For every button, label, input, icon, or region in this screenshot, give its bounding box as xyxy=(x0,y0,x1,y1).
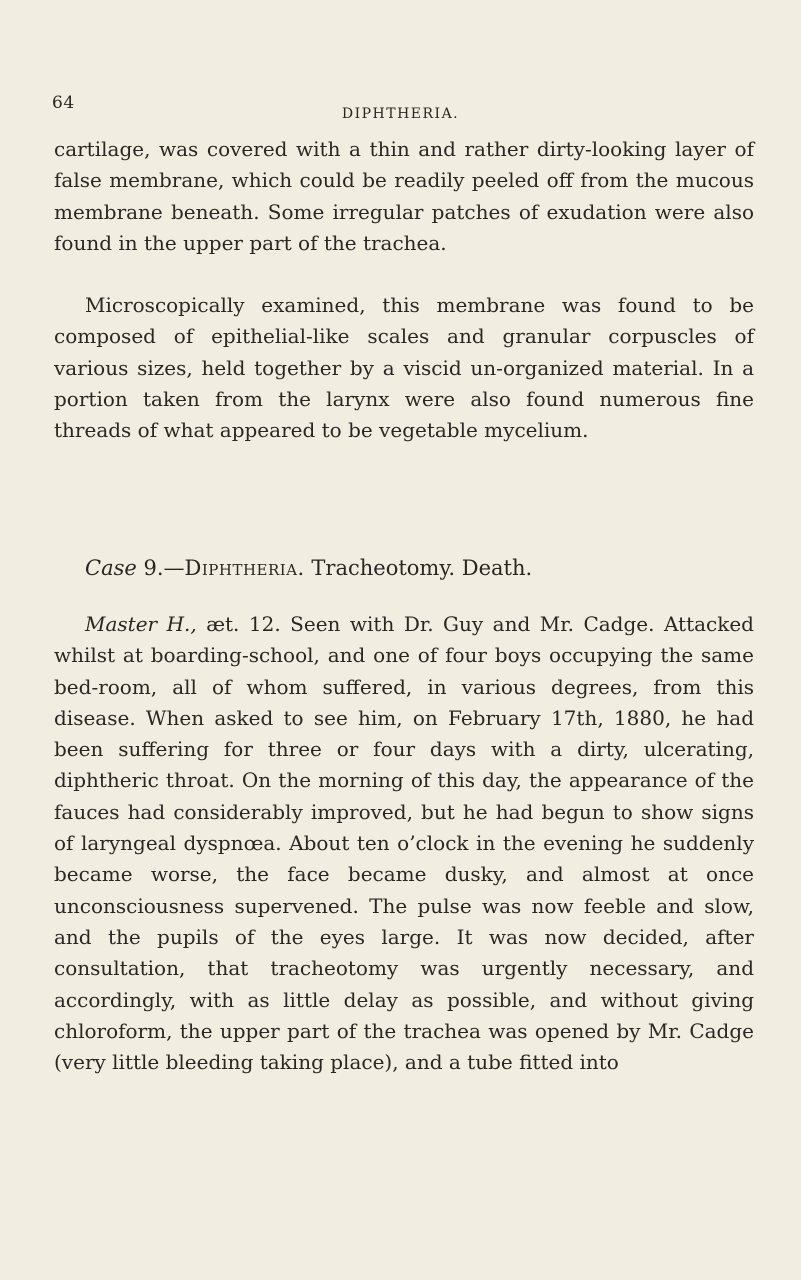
paragraph-text: cartilage, was covered with a thin and rather dirty-looking layer of false membrane, which could be readily peeled off from the mucous membrane beneath. Some irregular patches of exudation were also found in the upper part of the trachea. xyxy=(54,137,754,255)
case-outcome: Tracheotomy. Death. xyxy=(311,556,533,580)
paragraph-text xyxy=(54,609,754,1078)
page-number: 64 xyxy=(52,93,75,113)
continuation-paragraph xyxy=(54,134,754,259)
case-narrative: æt. 12. Seen with Dr. Guy and Mr. Cadge. Attacked whilst at boarding-school, and one of four boys occupying the same bed-room, all of whom suffered, in various degrees, from this disease. When asked to see him, on February 17th, 1880, he had been suffering for three or four days with a dirty, ulcerating, diphtheric throat. On the morning of this day, the appearance of the fauces had considerably improved, but he had begun to show signs of laryngeal dyspnœa. About ten o’clock in the evening he suddenly became worse, the face became dusky, and almost at once unconsciousness supervened. The pulse was now feeble and slow, and the pupils of the eyes large. It was now decided, after consultation, that tracheotomy was urgently necessary, and accordingly, with as little delay as possible, and without giving chloroform, the upper part of the trachea was opened by Mr. Cadge (very little bleeding taking place), and a tube fitted into xyxy=(54,612,754,1075)
patient-name: Master H., xyxy=(85,612,197,636)
case-paragraph xyxy=(54,609,754,1078)
case-label: Case xyxy=(85,556,137,580)
case-disease: Diphtheria. xyxy=(184,556,305,580)
paragraph-text: Microscopically examined, this membrane was found to be composed of epithelial-like scales and granular corpuscles of various sizes, held together by a viscid un-organized material. In a portion taken from the larynx were also found numerous fine threads of what appeared to be vegetable mycelium. xyxy=(54,293,754,443)
case-number: 9.— xyxy=(143,556,185,580)
microscopy-paragraph xyxy=(54,290,754,446)
running-title: DIPHTHERIA. xyxy=(341,106,460,122)
case-heading xyxy=(85,553,532,584)
